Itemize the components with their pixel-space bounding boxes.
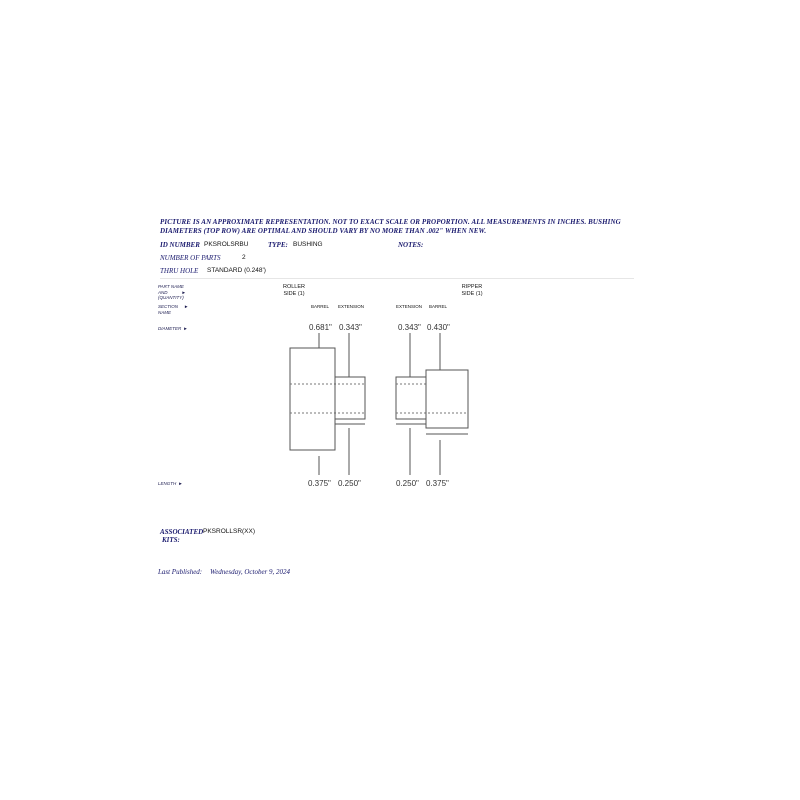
- section-line1: SECTION: [158, 304, 179, 309]
- ripper-name: RIPPER: [461, 284, 483, 290]
- ripper-bushing: [396, 333, 468, 475]
- roller-barrel-shape: [290, 348, 335, 450]
- roller-extension-section-label: EXTENSION: [338, 304, 365, 309]
- thru-hole-label: THRU HOLE: [160, 267, 199, 275]
- roller-barrel-length: 0.375": [308, 479, 331, 488]
- associated-kits-line1: ASSOCIATED: [160, 528, 204, 536]
- roller-extension-length: 0.250": [338, 479, 361, 488]
- ripper-barrel-diameter: 0.430": [427, 323, 450, 332]
- part-name-line1: PART NAME: [158, 284, 184, 289]
- ripper-quantity: SIDE (1): [461, 291, 483, 297]
- length-label: LENGTH: [158, 481, 177, 486]
- roller-quantity: SIDE (1): [283, 291, 305, 297]
- disclaimer-text: PICTURE IS AN APPROXIMATE REPRESENTATION. NOT TO EXACT SCALE OR PROPORTION. ALL MEASUREMENTS IN INCHES. BUSHING DIAMETERS (TOP ROW) ARE OPTIMAL AND SHOULD VARY BY NO MORE THAN .002" WHEN NEW.: [160, 218, 621, 235]
- thru-hole-value: STANDARD (0.248'): [207, 267, 266, 274]
- id-number-value: PKSROLSRBU: [204, 241, 249, 248]
- ripper-extension-section-label: EXTENSION: [396, 304, 423, 309]
- ripper-extension-diameter: 0.343": [398, 323, 421, 332]
- section-arrow-icon: ►: [184, 304, 189, 309]
- type-label: TYPE:: [268, 241, 288, 249]
- notes-label: NOTES:: [398, 241, 424, 249]
- type-value: BUSHING: [293, 241, 323, 248]
- number-of-parts-label: NUMBER OF PARTS: [160, 254, 221, 262]
- roller-barrel-section-label: BARREL: [311, 304, 330, 309]
- section-line2: NAME: [158, 309, 172, 315]
- part-name-arrow-icon: ►: [181, 289, 186, 295]
- last-published-label: Last Published:: [158, 568, 203, 576]
- roller-name: ROLLER: [282, 284, 305, 290]
- ripper-extension-length: 0.250": [396, 479, 419, 488]
- roller-bushing: [290, 333, 365, 475]
- number-of-parts-value: 2: [242, 254, 246, 261]
- associated-kits-line2: KITS:: [162, 536, 180, 544]
- id-number-label: ID NUMBER: [160, 241, 200, 249]
- diameter-arrow-icon: ►: [183, 326, 188, 331]
- roller-extension-diameter: 0.343": [339, 323, 362, 332]
- length-arrow-icon: ►: [178, 481, 183, 486]
- last-published-date: Wednesday, October 9, 2024: [210, 568, 291, 576]
- part-name-line3: (QUANTITY): [158, 295, 184, 300]
- part-name-line2: AND: [158, 289, 168, 295]
- diameter-label: DIAMETER: [158, 326, 182, 331]
- roller-barrel-diameter: 0.681": [309, 323, 332, 332]
- ripper-barrel-length: 0.375": [426, 479, 449, 488]
- ripper-barrel-section-label: BARREL: [429, 304, 448, 309]
- associated-kits-value: PKSROLLSR(XX): [203, 528, 256, 535]
- associated-kits-label: [160, 528, 203, 544]
- ripper-barrel-shape: [426, 370, 468, 428]
